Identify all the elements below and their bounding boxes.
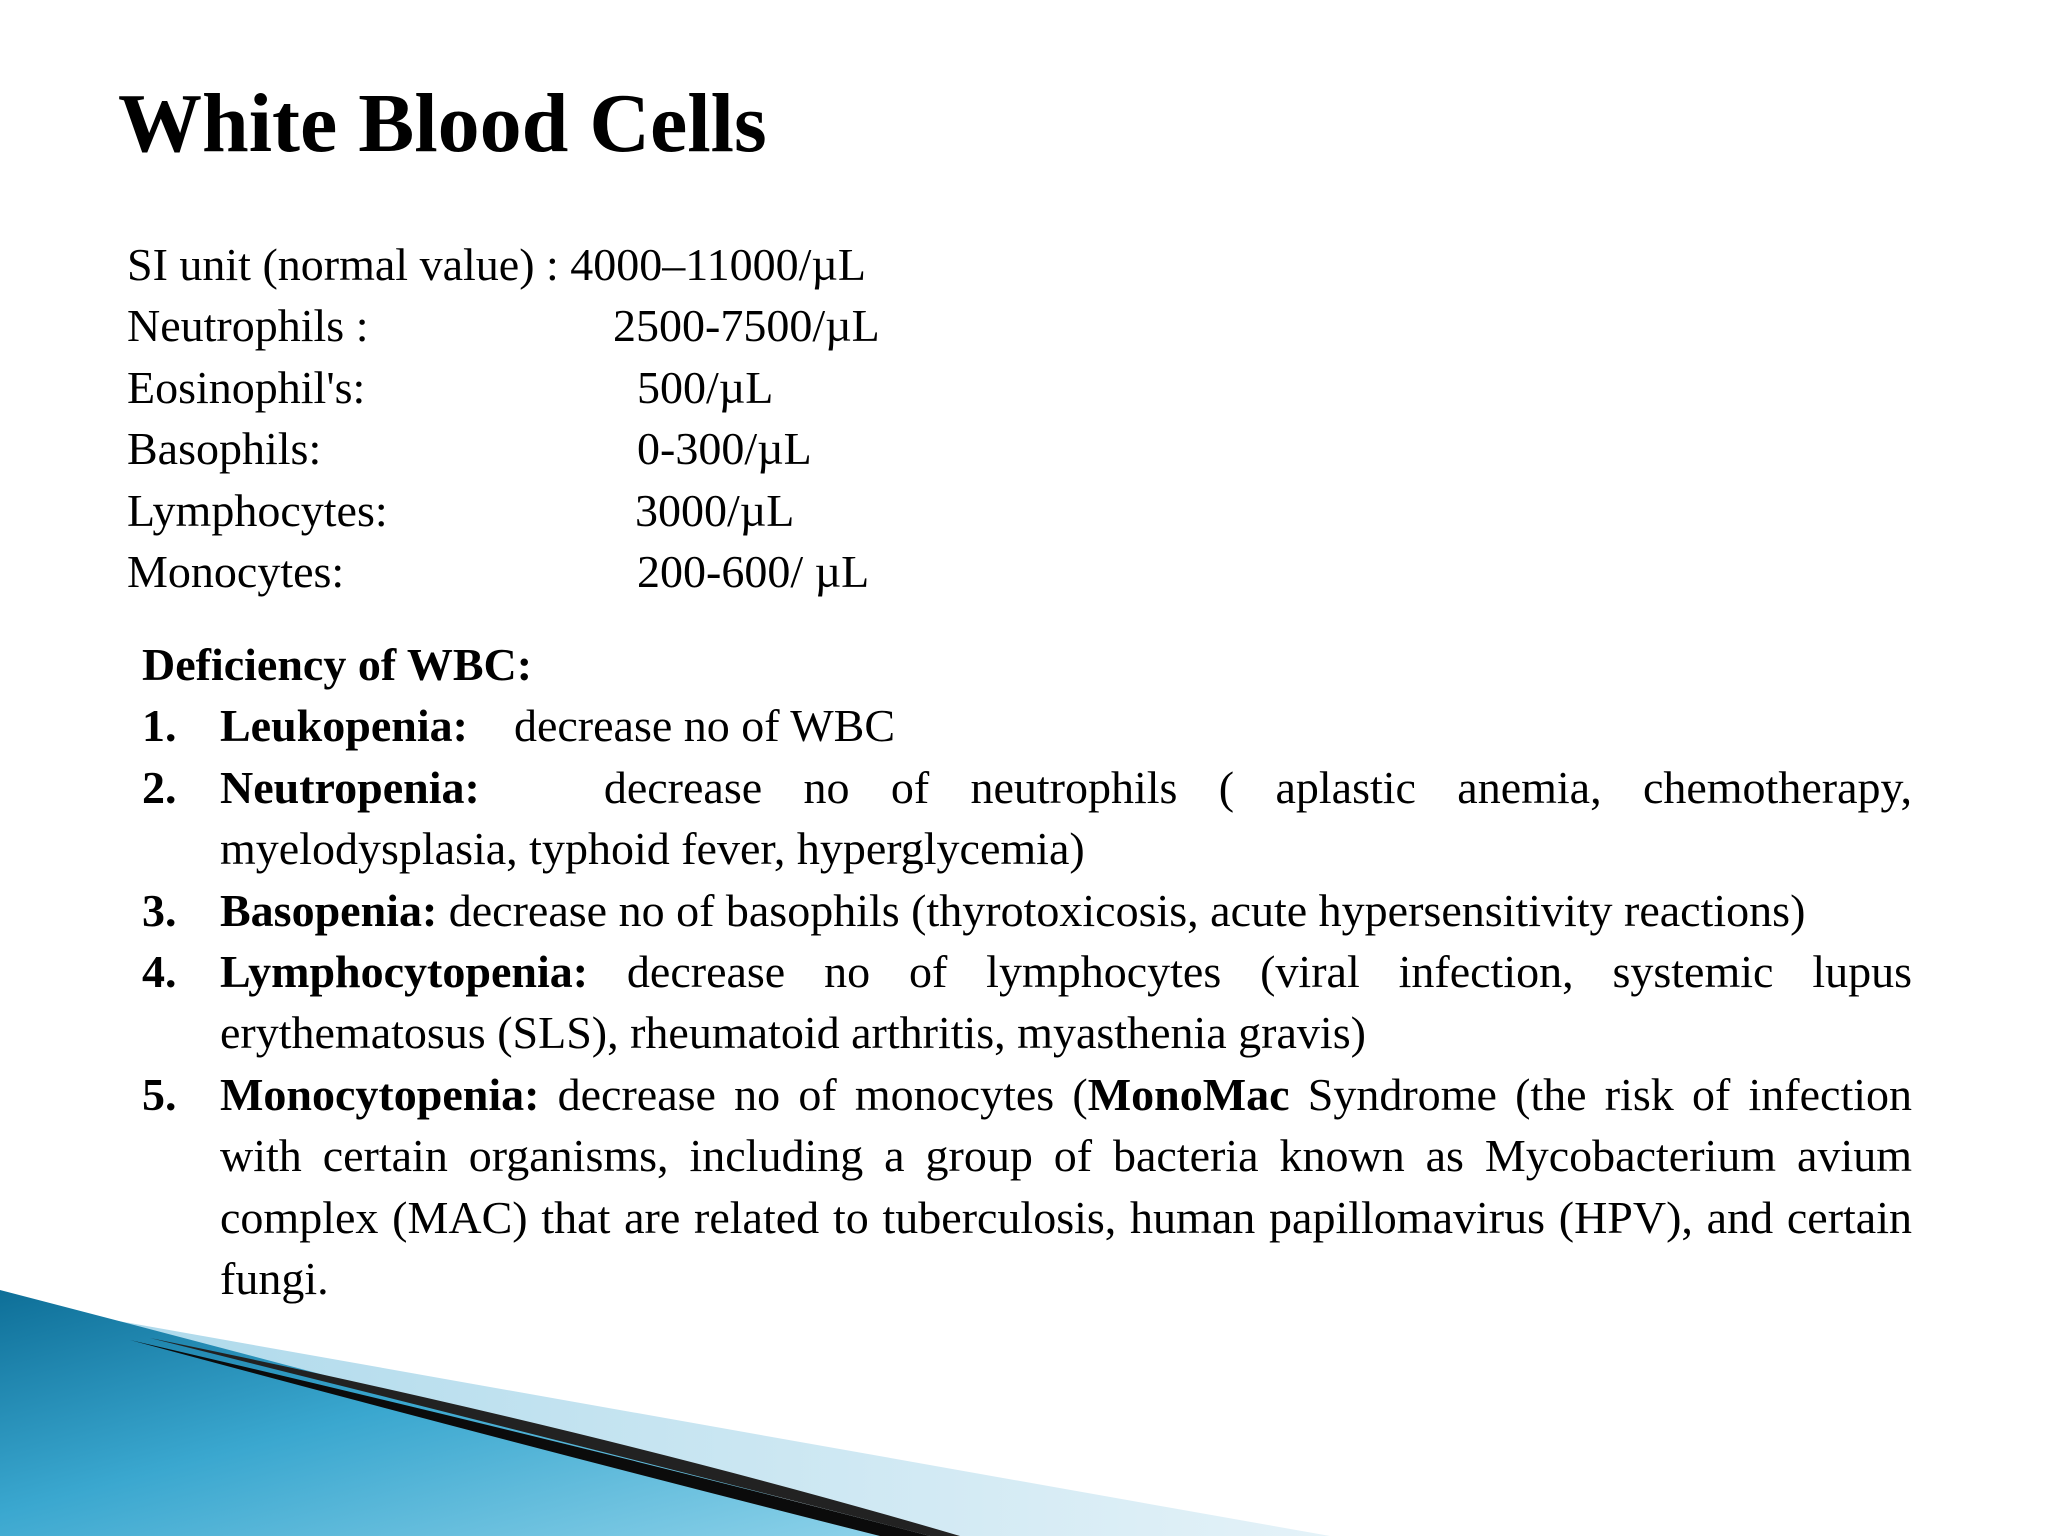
deficiency-term: Lymphocytopenia: bbox=[220, 946, 589, 998]
deficiency-list bbox=[142, 695, 1912, 1309]
normal-value-row bbox=[127, 418, 1027, 479]
normal-value-label: Monocytes: bbox=[127, 545, 345, 597]
deficiency-term: Monocytopenia: bbox=[220, 1068, 540, 1120]
normal-value-row bbox=[127, 295, 1027, 356]
list-number: 5. bbox=[142, 1068, 177, 1120]
normal-value-row bbox=[127, 480, 1027, 541]
normal-value-label: Basophils: bbox=[127, 423, 322, 475]
normal-value-value: 2500-7500/µL bbox=[613, 300, 880, 352]
normal-value-row bbox=[127, 357, 1027, 418]
deficiency-section bbox=[142, 634, 1912, 1309]
normal-value-label: SI unit (normal value) : 4000–11000/µL bbox=[127, 239, 866, 290]
deficiency-description: decrease no of neutrophils ( aplastic anemia, chemotherapy, myelodysplasia, typhoid fever, hyperglycemia) bbox=[220, 761, 1913, 875]
normal-value-row bbox=[127, 234, 1027, 295]
list-item bbox=[142, 1064, 1912, 1310]
list-number: 3. bbox=[142, 884, 177, 936]
normal-value-value: 0-300/µL bbox=[637, 423, 812, 475]
normal-value-row bbox=[127, 541, 1027, 602]
normal-values-list bbox=[127, 234, 1027, 602]
deficiency-description-start: decrease no of monocytes ( bbox=[557, 1068, 1088, 1120]
deficiency-term: Neutropenia: bbox=[220, 761, 480, 813]
normal-value-value: 3000/µL bbox=[635, 484, 795, 536]
deficiency-description-end: Syndrome (the risk of infection with certain organisms, including a group of bacteria known as Mycobacterium avium complex (MAC) that are related to tuberculosis, human papillomavirus (HPV), and certain fungi. bbox=[220, 1068, 1913, 1305]
list-number: 4. bbox=[142, 946, 177, 998]
deficiency-term: Basopenia: bbox=[220, 884, 438, 936]
deficiency-term: Leukopenia: bbox=[220, 700, 468, 752]
list-item bbox=[142, 941, 1912, 1064]
list-item bbox=[142, 695, 1912, 756]
list-number: 2. bbox=[142, 761, 177, 813]
list-item bbox=[142, 757, 1912, 880]
normal-value-label: Lymphocytes: bbox=[127, 484, 388, 536]
page-title: White Blood Cells bbox=[118, 77, 767, 170]
deficiency-description: decrease no of basophils (thyrotoxicosis, acute hypersensitivity reactions) bbox=[448, 884, 1806, 936]
normal-value-label: Neutrophils : bbox=[127, 300, 369, 352]
list-item bbox=[142, 880, 1912, 941]
deficiency-heading: Deficiency of WBC: bbox=[142, 639, 533, 690]
monomac-term: MonoMac bbox=[1087, 1068, 1290, 1120]
normal-value-value: 200-600/ µL bbox=[637, 545, 870, 597]
normal-value-label: Eosinophil's: bbox=[127, 361, 366, 413]
list-number: 1. bbox=[142, 700, 177, 752]
deficiency-description: decrease no of lymphocytes (viral infection, systemic lupus erythematosus (SLS), rheumatoid arthritis, myasthenia gravis) bbox=[220, 946, 1912, 1059]
normal-value-value: 500/µL bbox=[637, 361, 774, 413]
deficiency-description: decrease no of WBC bbox=[513, 700, 896, 752]
